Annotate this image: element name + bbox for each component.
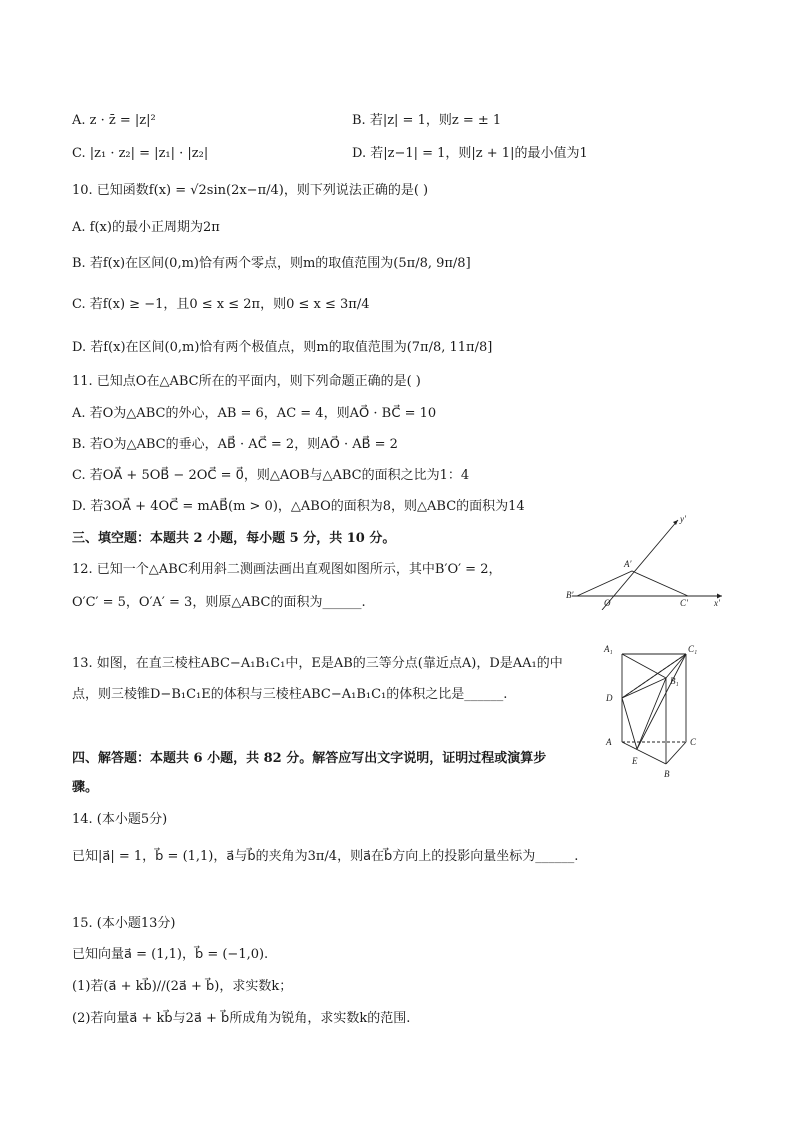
q15-text: 已知向量a⃗ = (1,1)，b⃗ = (−1,0). — [72, 947, 269, 962]
segment-ec1 — [637, 654, 686, 749]
q10-option-b: B. 若f(x)在区间(0,m)恰有两个零点，则m的取值范围为(5π/8, 9π/8] — [72, 256, 471, 271]
section-3-heading: 三、填空题：本题共 2 小题，每小题 5 分，共 10 分。 — [72, 531, 396, 546]
q14-text: 已知|a⃗| = 1，b⃗ = (1,1)，a⃗与b⃗的夹角为3π/4，则a⃗在b⃗方向上的投影向量坐标为______. — [72, 849, 579, 864]
label-a: A — [606, 737, 612, 747]
y-axis-arrow — [673, 520, 678, 525]
label-a1: A₁ — [604, 644, 613, 654]
q11-stem: 11. 已知点O在△ABC所在的平面内，则下列命题正确的是( ) — [72, 374, 421, 389]
q9-option-a: A. z · z̄ = |z|² — [72, 113, 156, 128]
q9-option-d: D. 若|z−1| = 1，则|z + 1|的最小值为1 — [352, 146, 588, 161]
q10-option-d: D. 若f(x)在区间(0,m)恰有两个极值点，则m的取值范围为(7π/8, 11π/8] — [72, 340, 493, 355]
figure-prism — [600, 640, 710, 785]
q15-header: 15. (本小题13分) — [72, 916, 176, 931]
label-c1: C₁ — [688, 644, 698, 654]
label-b1: B₁ — [670, 676, 679, 686]
q10-stem: 10. 已知函数f(x) = √2sin(2x−π/4)，则下列说法正确的是( ) — [72, 183, 429, 198]
q10-option-a: A. f(x)的最小正周期为2π — [72, 220, 220, 235]
q11-option-d: D. 若3OA⃗ + 4OC⃗ = mAB⃗(m > 0)，△ABO的面积为8，则△ABC的面积为14 — [72, 499, 525, 514]
label-x: x′ — [714, 598, 720, 608]
edge-a1b1 — [622, 654, 666, 678]
edge-ab — [622, 742, 666, 764]
q15-part-1: (1)若(a⃗ + kb⃗)//(2a⃗ + b⃗)，求实数k； — [72, 979, 293, 994]
figure-oblique-triangle — [560, 510, 730, 610]
label-b: B′ — [566, 590, 574, 600]
q13-line-1: 13. 如图，在直三棱柱ABC−A₁B₁C₁中，E是AB的三等分点(靠近点A)，D是AA₁的中 — [72, 656, 563, 671]
q15-part-2: (2)若向量a⃗ + kb⃗与2a⃗ + b⃗所成角为锐角，求实数k的范围. — [72, 1011, 411, 1026]
label-d: D — [606, 693, 613, 703]
segment-de — [622, 698, 637, 749]
triangle-sides — [577, 571, 688, 596]
edge-cb — [666, 742, 686, 764]
label-y: y′ — [680, 514, 686, 524]
q12-line-2: O′C′ = 5，O′A′ = 3，则原△ABC的面积为______. — [72, 595, 366, 610]
label-e: E — [632, 756, 638, 766]
q11-option-a: A. 若O为△ABC的外心，AB = 6，AC = 4，则AO⃗ · BC⃗ = 10 — [72, 406, 437, 421]
y-axis-line — [602, 520, 678, 610]
section-4-heading-cont: 骤。 — [72, 780, 99, 795]
section-4-heading: 四、解答题：本题共 6 小题，共 82 分。解答应写出文字说明，证明过程或演算步 — [72, 751, 547, 766]
q11-option-b: B. 若O为△ABC的垂心，AB⃗ · AC⃗ = 2，则AO⃗ · AB⃗ = 2 — [72, 437, 398, 452]
segment-eb1 — [637, 678, 666, 749]
q10-option-c: C. 若f(x) ≥ −1，且0 ≤ x ≤ 2π，则0 ≤ x ≤ 3π/4 — [72, 297, 370, 312]
label-a: A′ — [624, 559, 632, 569]
label-b: B — [664, 769, 670, 779]
label-c: C — [690, 737, 697, 747]
q9-option-b: B. 若|z| = 1，则z = ± 1 — [352, 113, 502, 128]
label-o: O — [604, 598, 611, 608]
q14-header: 14. (本小题5分) — [72, 812, 168, 827]
q13-line-2: 点，则三棱锥D−B₁C₁E的体积与三棱柱ABC−A₁B₁C₁的体积之比是______. — [72, 687, 508, 702]
q12-line-1: 12. 已知一个△ABC利用斜二测画法画出直观图如图所示，其中B′O′ = 2， — [72, 562, 502, 577]
q11-option-c: C. 若OA⃗ + 5OB⃗ − 2OC⃗ = 0⃗，则△AOB与△ABC的面积之比为1：4 — [72, 468, 470, 483]
label-c: C′ — [680, 598, 688, 608]
q9-option-c: C. |z₁ · z₂| = |z₁| · |z₂| — [72, 146, 209, 161]
